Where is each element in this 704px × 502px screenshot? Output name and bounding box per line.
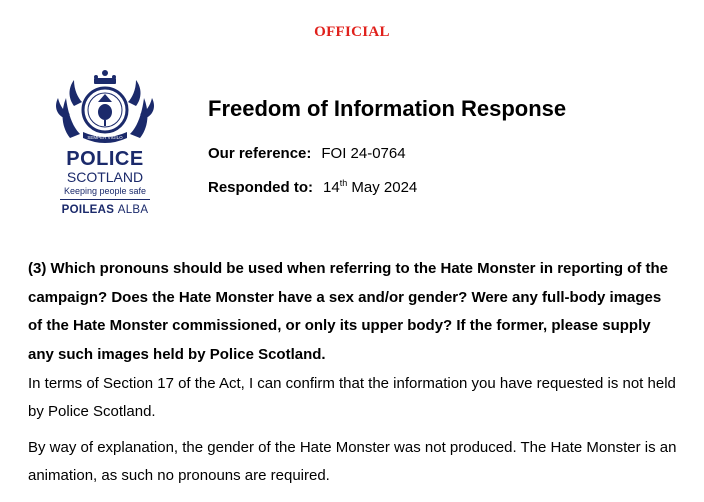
classification-marking: OFFICIAL xyxy=(314,24,390,40)
logo-divider xyxy=(60,199,150,200)
reference-row xyxy=(208,145,406,162)
response-paragraph-2: By way of explanation, the gender of the Hate Monster was not produced. The Hate Monster is an animation, as such no pronouns are required. xyxy=(28,439,677,484)
logo-scotland-text: SCOTLAND xyxy=(66,169,144,185)
responded-rest: May 2024 xyxy=(351,179,418,196)
motto-text: SEMPER VIGILO xyxy=(87,135,123,140)
responded-label: Responded to: xyxy=(208,179,313,196)
responded-row xyxy=(208,178,417,196)
police-scotland-logo xyxy=(50,68,170,228)
logo-tagline: Keeping people safe xyxy=(63,186,147,196)
response-paragraph-1: In terms of Section 17 of the Act, I can confirm that the information you have requested is not held by Police Scotland. xyxy=(28,375,676,420)
responded-suffix: th xyxy=(339,178,348,188)
logo-gaelic-text xyxy=(55,204,155,216)
responded-day: 14 xyxy=(323,179,340,196)
logo-gaelic-a: POILEAS xyxy=(61,204,115,216)
logo-gaelic-b: ALBA xyxy=(117,204,149,216)
logo-police-text: POLICE xyxy=(66,148,144,170)
reference-value: FOI 24-0764 xyxy=(321,145,406,162)
reference-label: Our reference: xyxy=(208,145,312,162)
foi-question: (3) Which pronouns should be used when referring to the Hate Monster in reporting of the campaign? Does the Hate Monster have a sex and/or gender? Were any full-body images of the Hate Monster commissioned, or only its upper body? If the former, please supply any such images held by Police Scotland. xyxy=(28,260,669,363)
police-badge-icon xyxy=(50,68,160,148)
document-title: Freedom of Information Response xyxy=(208,96,567,121)
